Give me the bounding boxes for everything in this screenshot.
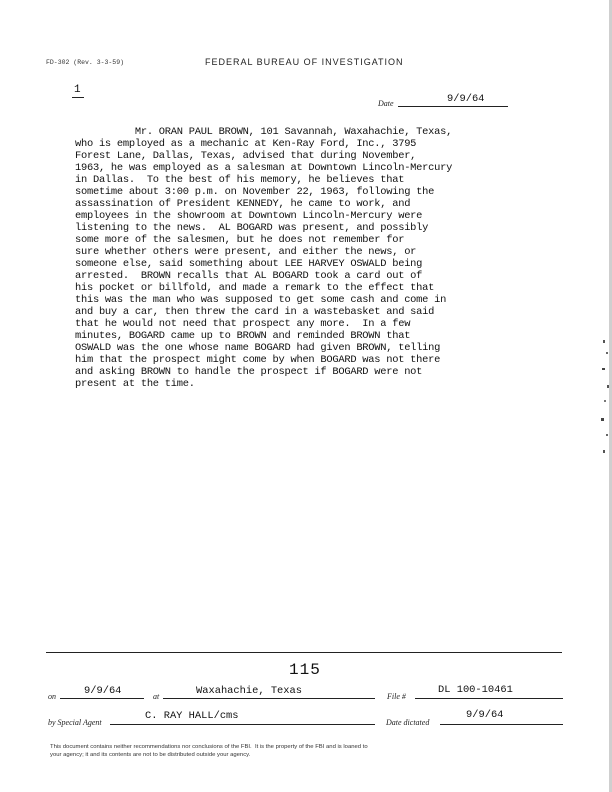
- body-line: and asking BROWN to handle the prospect if BOGARD were not: [75, 366, 423, 378]
- date-dictated: 9/9/64: [466, 709, 504, 721]
- footer-disclaimer-line: This document contains neither recommendations nor conclusions of the FBI. It is the property of the FBI and is loaned to: [50, 744, 368, 750]
- body-line: minutes, BOGARD came up to BROWN and reminded BROWN that: [75, 330, 411, 342]
- special-agent: C. RAY HALL/cms: [145, 710, 239, 722]
- document-number: 115: [289, 661, 321, 679]
- body-line: someone else, said something about LEE HARVEY OSWALD being: [75, 258, 423, 270]
- page-number-underline: [72, 97, 84, 98]
- file-number-underline: [415, 698, 563, 699]
- body-line: this was the man who was supposed to get some cash and come in: [75, 294, 447, 306]
- body-line: in Dallas. To the best of his memory, he believes that: [75, 174, 405, 186]
- body-line: and buy a car, then threw the card in a wastebasket and said: [75, 306, 435, 318]
- agent-label: by Special Agent: [48, 718, 102, 727]
- date-underline: [398, 106, 508, 107]
- form-divider: [46, 652, 562, 653]
- body-line: Mr. ORAN PAUL BROWN, 101 Savannah, Waxahachie, Texas,: [75, 126, 453, 138]
- footer-disclaimer-line: your agency; it and its contents are not to be distributed outside your agency.: [50, 752, 251, 758]
- body-line: present at the time.: [75, 378, 195, 390]
- scan-speckles: [600, 330, 610, 470]
- body-line: listening to the news. AL BOGARD was present, and possibly: [75, 222, 429, 234]
- location-underline: [163, 698, 375, 699]
- file-label: File #: [387, 692, 406, 701]
- form-number: FD-302 (Rev. 3-3-59): [46, 59, 125, 66]
- report-date: 9/9/64: [447, 93, 485, 105]
- body-line: some more of the salesmen, but he does not remember for: [75, 234, 405, 246]
- on-label: on: [48, 692, 56, 701]
- body-line: who is employed as a mechanic at Ken-Ray Ford, Inc., 3795: [75, 138, 417, 150]
- body-line: his pocket or billfold, and made a remark to the effect that: [75, 282, 435, 294]
- body-line: sure whether others were present, and either the news, or: [75, 246, 417, 258]
- interview-date-underline: [60, 698, 144, 699]
- date-label: Date: [378, 99, 394, 108]
- date-dictated-underline: [440, 724, 563, 725]
- body-line: 1963, he was employed as a salesman at Downtown Lincoln-Mercury: [75, 162, 453, 174]
- agent-underline: [110, 724, 375, 725]
- at-label: at: [153, 692, 160, 701]
- body-line: Forest Lane, Dallas, Texas, advised that during November,: [75, 150, 417, 162]
- body-line: that he would not need that prospect any more. In a few: [75, 318, 411, 330]
- body-line: OSWALD was the one whose name BOGARD had given BROWN, telling: [75, 342, 441, 354]
- interview-location: Waxahachie, Texas: [196, 685, 303, 697]
- body-line: arrested. BROWN recalls that AL BOGARD took a card out of: [75, 270, 423, 282]
- body-line: assassination of President KENNEDY, he came to work, and: [75, 198, 411, 210]
- interview-date: 9/9/64: [84, 685, 122, 697]
- page-number: 1: [74, 84, 81, 96]
- file-number: DL 100-10461: [438, 684, 513, 696]
- agency-header: FEDERAL BUREAU OF INVESTIGATION: [205, 57, 404, 67]
- body-line: employees in the showroom at Downtown Lincoln-Mercury were: [75, 210, 423, 222]
- date-dictated-label: Date dictated: [386, 718, 430, 727]
- body-line: him that the prospect might come by when BOGARD was not there: [75, 354, 441, 366]
- body-line: sometime about 3:00 p.m. on November 22, 1963, following the: [75, 186, 435, 198]
